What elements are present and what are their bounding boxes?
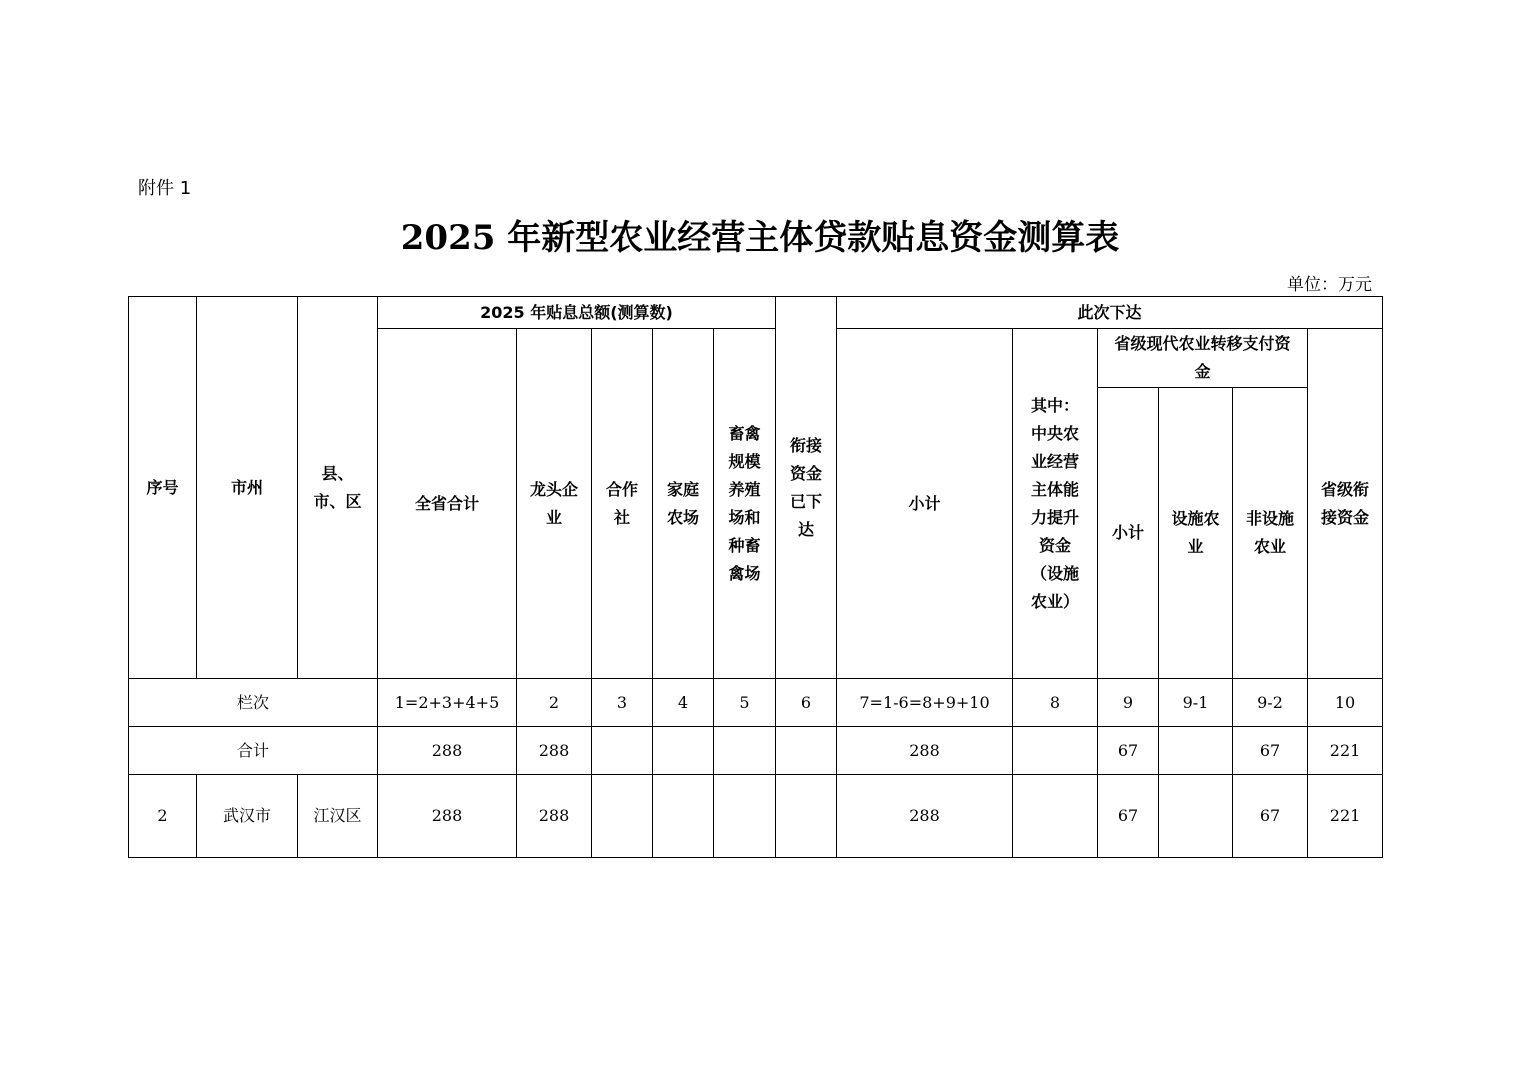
- header-group-total-2025: 2025 年贴息总额(测算数): [378, 297, 776, 329]
- column-index-cell: 3: [592, 679, 653, 727]
- header-seq: 序号: [129, 297, 197, 679]
- column-index-cell: 5: [714, 679, 776, 727]
- header-prov-subtotal: 小计: [1098, 388, 1159, 679]
- column-index-row: [129, 679, 1383, 727]
- funding-table: [128, 296, 1383, 858]
- header-province-total: 全省合计: [378, 329, 517, 679]
- total-cell: [776, 727, 837, 775]
- total-cell: [592, 727, 653, 775]
- total-row: [129, 727, 1383, 775]
- column-index-cell: 6: [776, 679, 837, 727]
- row-cell: [1159, 775, 1233, 858]
- column-index-cell: 10: [1308, 679, 1383, 727]
- row-city: 武汉市: [197, 775, 298, 858]
- header-family-farm: 家庭农场: [653, 329, 714, 679]
- header-group-this-issue: 此次下达: [837, 297, 1383, 329]
- total-cell: [714, 727, 776, 775]
- column-index-cell: 9: [1098, 679, 1159, 727]
- row-cell: 67: [1098, 775, 1159, 858]
- column-index-cell: 2: [517, 679, 592, 727]
- total-label: 合计: [129, 727, 378, 775]
- header-linked-funds-issued: 衔接资金已下达: [776, 297, 837, 679]
- total-cell: 67: [1098, 727, 1159, 775]
- header-provincial-linked: 省级衔接资金: [1308, 329, 1383, 679]
- column-index-cell: 1=2+3+4+5: [378, 679, 517, 727]
- row-cell: 288: [837, 775, 1013, 858]
- header-non-facility-agri: 非设施农业: [1233, 388, 1308, 679]
- total-cell: 67: [1233, 727, 1308, 775]
- header-group-provincial-transfer: 省级现代农业转移支付资金: [1098, 329, 1308, 388]
- column-index-cell: 4: [653, 679, 714, 727]
- unit-label: 单位：万元: [1287, 275, 1372, 295]
- row-seq: 2: [129, 775, 197, 858]
- row-cell: 67: [1233, 775, 1308, 858]
- row-cell: [592, 775, 653, 858]
- total-cell: 288: [378, 727, 517, 775]
- header-leading-enterprise: 龙头企业: [517, 329, 592, 679]
- row-cell: 288: [378, 775, 517, 858]
- column-index-cell: 9-2: [1233, 679, 1308, 727]
- header-county: 县、市、区: [298, 297, 378, 679]
- total-cell: 288: [517, 727, 592, 775]
- row-cell: [653, 775, 714, 858]
- column-index-cell: 8: [1013, 679, 1098, 727]
- attachment-label: 附件 1: [138, 178, 192, 199]
- row-cell: [1013, 775, 1098, 858]
- header-livestock-farm: 畜禽规模养殖场和种畜禽场: [714, 329, 776, 679]
- row-county: 江汉区: [298, 775, 378, 858]
- row-cell: 221: [1308, 775, 1383, 858]
- header-city: 市州: [197, 297, 298, 679]
- column-index-label: 栏次: [129, 679, 378, 727]
- total-cell: 288: [837, 727, 1013, 775]
- row-cell: [714, 775, 776, 858]
- row-cell: 288: [517, 775, 592, 858]
- header-facility-agri: 设施农业: [1159, 388, 1233, 679]
- total-cell: [1013, 727, 1098, 775]
- total-cell: [1159, 727, 1233, 775]
- total-cell: [653, 727, 714, 775]
- header-central-capacity-fund: 其中：中央农业经营主体能力提升资金（设施农业）: [1013, 329, 1098, 679]
- column-index-cell: 9-1: [1159, 679, 1233, 727]
- total-cell: 221: [1308, 727, 1383, 775]
- column-index-cell: 7=1-6=8+9+10: [837, 679, 1013, 727]
- table-row: [129, 775, 1383, 858]
- row-cell: [776, 775, 837, 858]
- header-subtotal: 小计: [837, 329, 1013, 679]
- header-cooperative: 合作社: [592, 329, 653, 679]
- document-title: 2025 年新型农业经营主体贷款贴息资金测算表: [400, 218, 1120, 258]
